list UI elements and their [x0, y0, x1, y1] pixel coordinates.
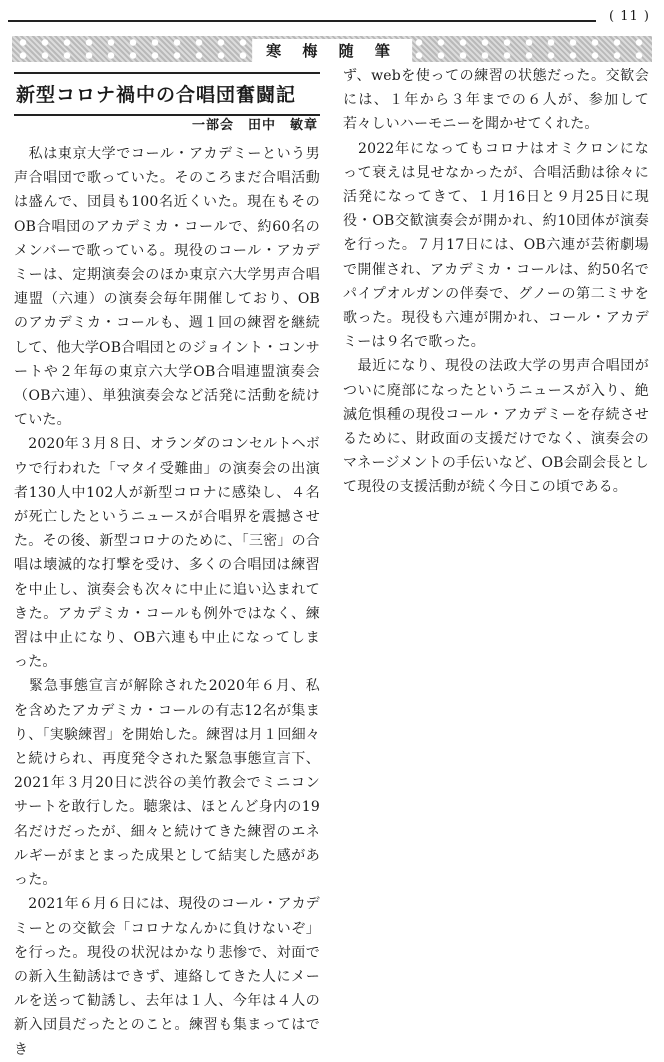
paragraph-4: 2021年６月６日には、現役のコール・アカデミーとの交歓会「コロナなんかに負けないぞ」を行った。現役の状況はかなり悲惨で、対面での新入生勧誘はできず、連絡してきた人にメールを送って勧誘し、去年は１人、今年は４人の新入団員だったとのこと。練習も集まってはでき	[14, 896, 320, 1058]
article-title: 新型コロナ禍中の合唱団奮闘記	[16, 84, 297, 106]
title-block	[14, 72, 320, 136]
paragraph-1: 私は東京大学でコール・アカデミーという男声合唱団で歌っていた。そのころまだ合唱活動は盛んで、団員も100名近くいた。現在もそのOB合唱団のアカデミカ・コールで、約60名のメンバーで歌っている。現役のコール・アカデミーは、定期演奏会のほか東京六大学男声合唱連盟（六連）の演奏会毎年開催しており、OBのアカデミカ・コールも、週１回の練習を継続して、他大学OB合唱団とのジョイント・コンサートや２年毎の東京六大学OB合唱連盟演奏会（OB六連）、単独演奏会など活発に活動を続けていた。	[14, 146, 320, 429]
section-label: 寒 梅 随 筆	[252, 39, 412, 62]
article-author: 一部会 田中 敏章	[191, 118, 318, 133]
right-column	[343, 64, 649, 500]
page-number: ( 11 )	[609, 9, 650, 24]
section-banner	[12, 36, 652, 62]
paragraph-7: 最近になり、現役の法政大学の男声合唱団がついに廃部になったというニュースが入り、絶滅危惧種の現役コール・アカデミーを存続させるために、財政面の支援だけでなく、演奏会のマネージメントの手伝いなど、OB会副会長として現役の支援活動が続く今日この頃である。	[343, 358, 649, 496]
author-line	[14, 114, 320, 136]
header-rule	[8, 20, 596, 22]
paragraph-2: 2020年３月８日、オランダのコンセルトヘボウで行われた「マタイ受難曲」の演奏会の出演者130人中102人が新型コロナに感染し、４名が死亡したというニュースが合唱界を震撼させた。その後、新型コロナのために、「三密」の合唱は壊滅的な打撃を受け、多くの合唱団は練習を中止し、演奏会も次々に中止に追い込まれてきた。アカデミカ・コールも例外ではなく、練習は中止になり、OB六連も中止になってしまった。	[14, 436, 320, 671]
paragraph-5: ず、webを使っての練習の状態だった。交歓会には、１年から３年までの６人が、参加して若々しいハーモニーを聞かせてくれた。	[343, 68, 649, 133]
paragraph-3: 緊急事態宣言が解除された2020年６月、私を含めたアカデミカ・コールの有志12名が集まり、「実験練習」を開始した。練習は月１回細々と続けられ、再度発令された緊急事態宣言下、2021年３月20日に渋谷の美竹教会でミニコンサートを敢行した。聴衆は、ほとんど身内の19名だけだったが、細々と続けてきた練習のエネルギーがまとまった成果として結実した感があった。	[14, 678, 320, 889]
paragraph-6: 2022年になってもコロナはオミクロンになって衰えは見せなかったが、合唱活動は徐々に活発になってきて、１月16日と９月25日に現役・OB交歓演奏会が開かれ、約10団体が演奏を行った。７月17日には、OB六連が芸術劇場で開催され、アカデミカ・コールは、約50名でパイプオルガンの伴奏で、グノーの第二ミサを歌った。現役も六連が開かれ、コール・アカデミーは９名で歌った。	[343, 140, 649, 351]
left-column	[14, 72, 320, 1062]
